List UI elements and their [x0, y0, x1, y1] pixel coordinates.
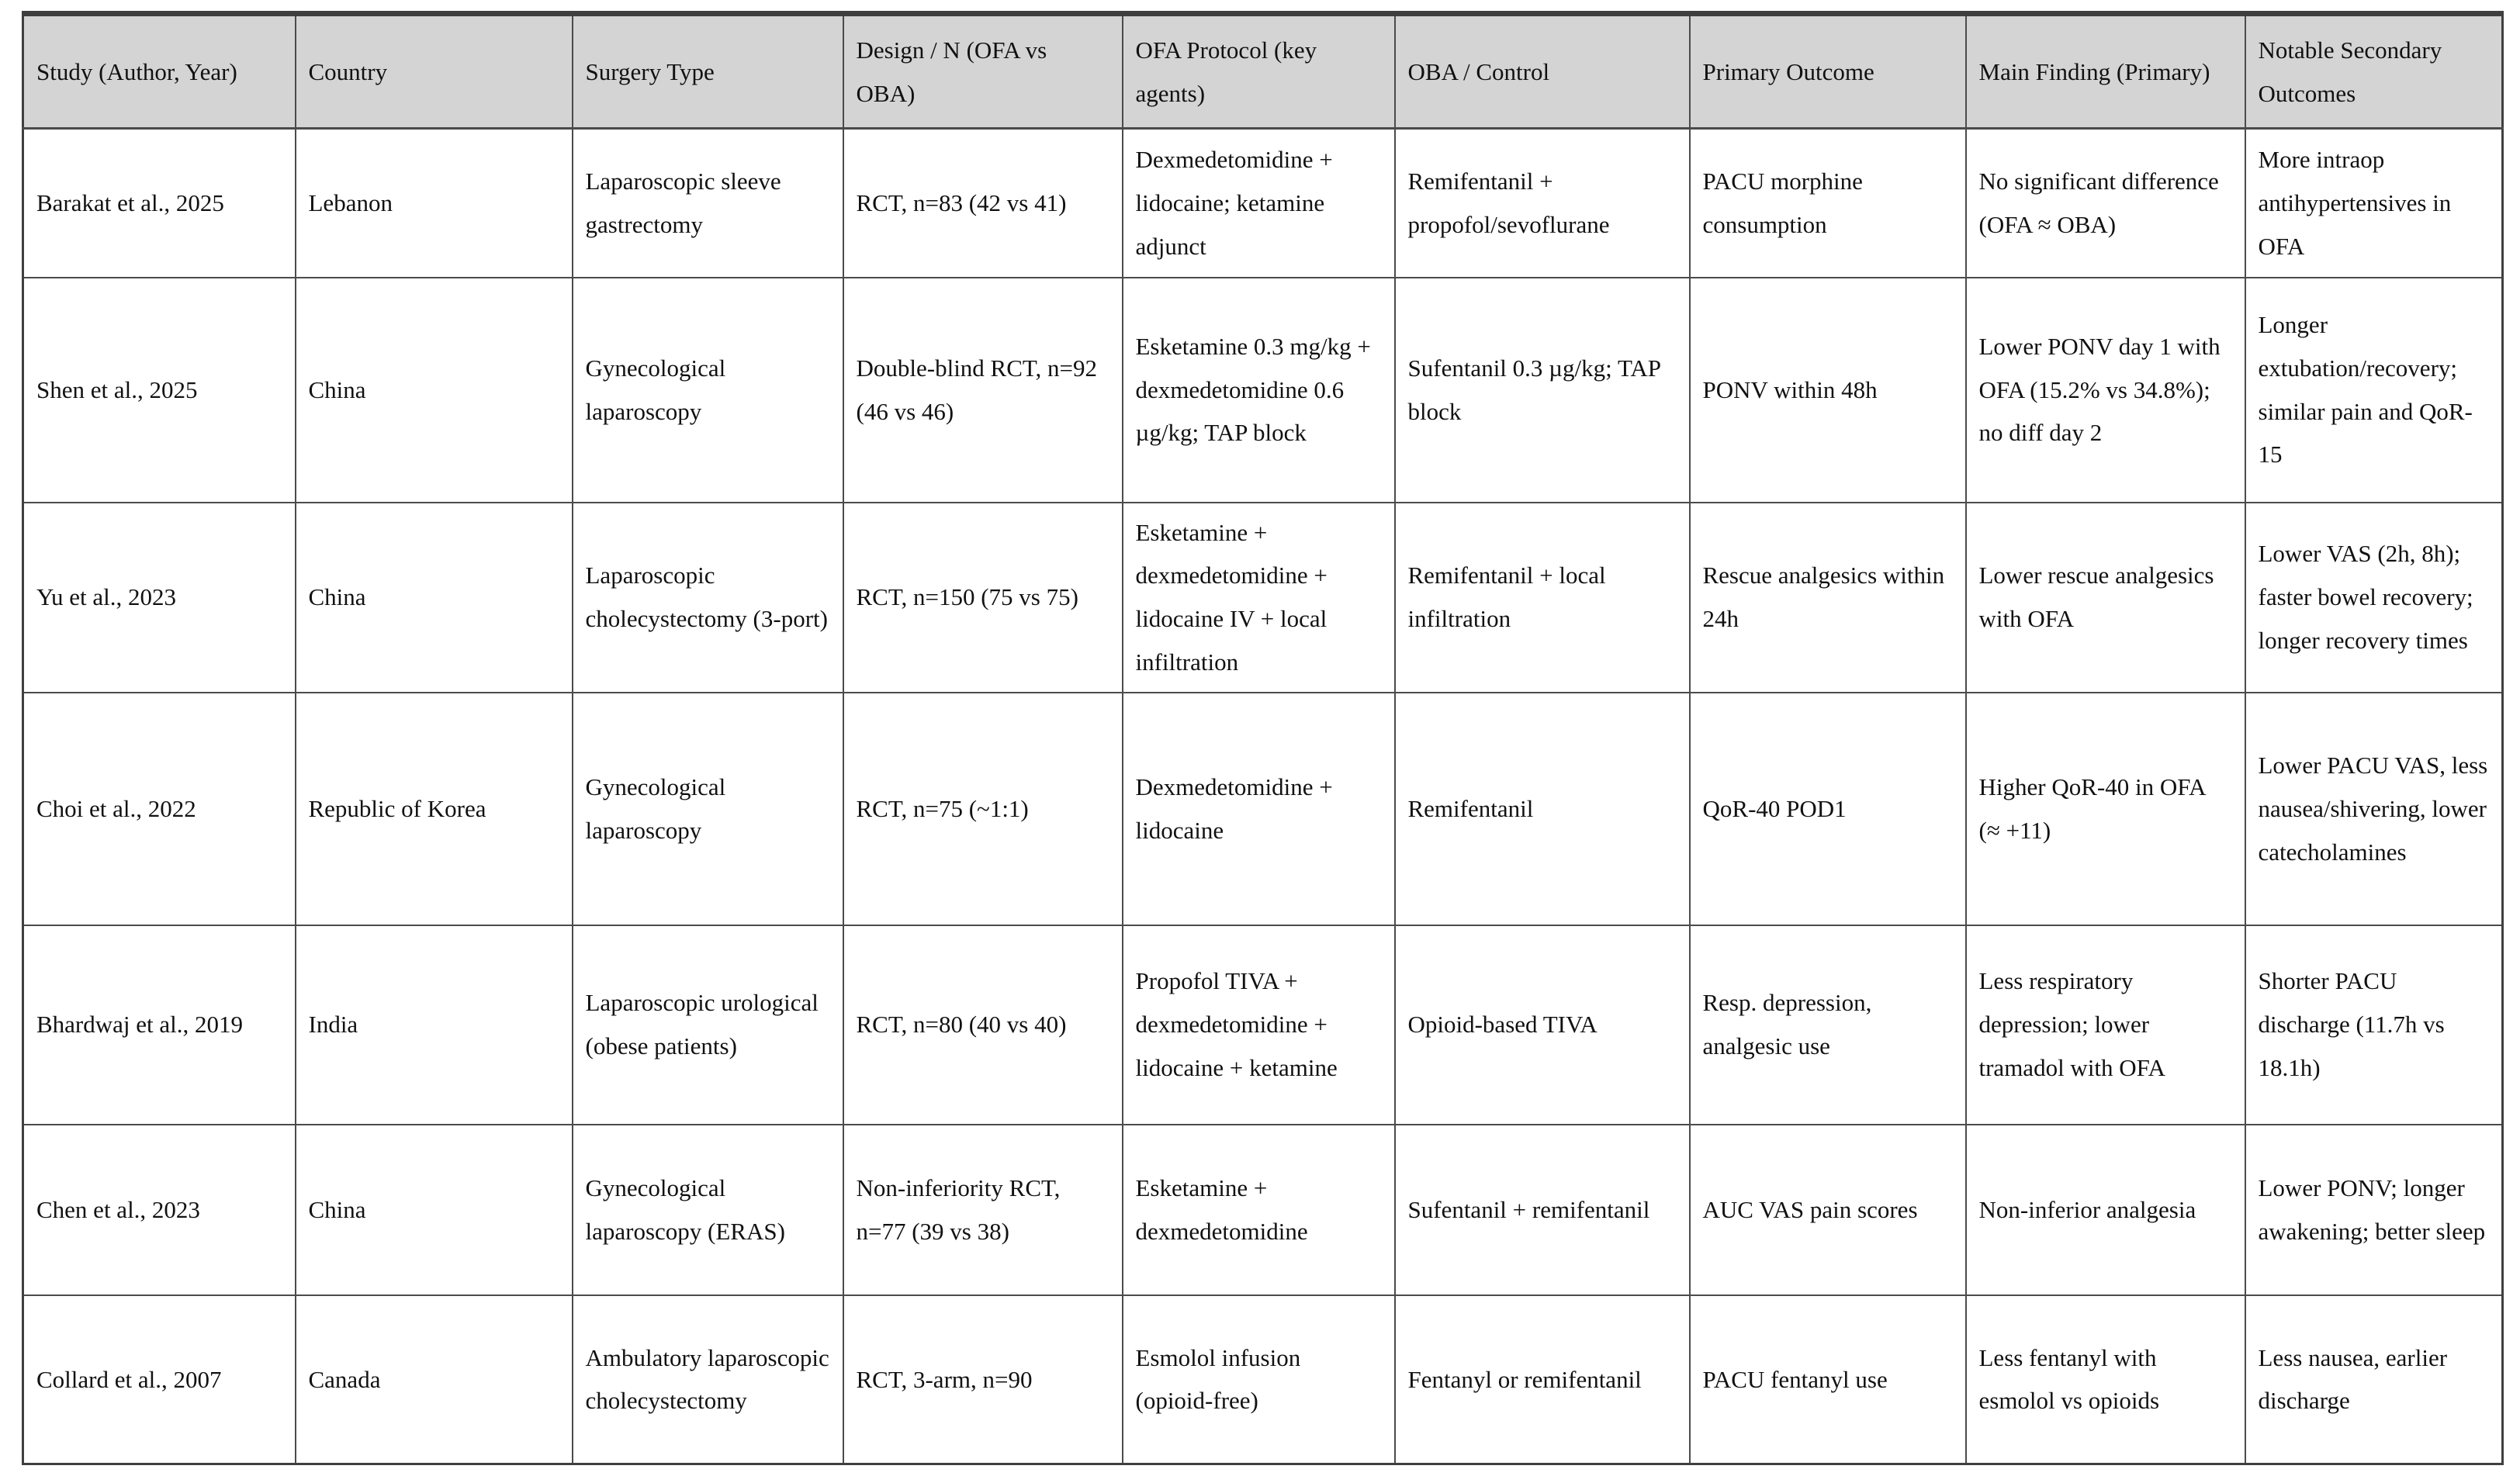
table-cell: PACU fentanyl use	[1690, 1295, 1966, 1464]
table-cell: Lower rescue analgesics with OFA	[1966, 503, 2245, 693]
table-cell: Bhardwaj et al., 2019	[23, 925, 296, 1125]
table-cell: AUC VAS pain scores	[1690, 1125, 1966, 1295]
table-cell: Less fentanyl with esmolol vs opioids	[1966, 1295, 2245, 1464]
table-cell: Longer extubation/recovery; similar pain and QoR-15	[2245, 278, 2503, 503]
table-cell: RCT, n=75 (~1:1)	[843, 693, 1123, 925]
table-cell: China	[296, 503, 573, 693]
table-cell: PONV within 48h	[1690, 278, 1966, 503]
table-cell: Laparoscopic sleeve gastrectomy	[573, 129, 843, 278]
table-cell: Lebanon	[296, 129, 573, 278]
table-cell: Yu et al., 2023	[23, 503, 296, 693]
table-cell: Collard et al., 2007	[23, 1295, 296, 1464]
table-cell: Remifentanil + local infiltration	[1395, 503, 1690, 693]
column-header: Primary Outcome	[1690, 14, 1966, 129]
table-cell: Resp. depression, analgesic use	[1690, 925, 1966, 1125]
table-cell: Lower PONV; longer awakening; better sleep	[2245, 1125, 2503, 1295]
table-cell: China	[296, 1125, 573, 1295]
table-cell: RCT, n=150 (75 vs 75)	[843, 503, 1123, 693]
table-cell: Gynecological laparoscopy	[573, 693, 843, 925]
table-row	[23, 503, 2503, 693]
table-cell: Higher QoR-40 in OFA (≈ +11)	[1966, 693, 2245, 925]
table-cell: Lower PONV day 1 with OFA (15.2% vs 34.8%); no diff day 2	[1966, 278, 2245, 503]
table-cell: RCT, n=83 (42 vs 41)	[843, 129, 1123, 278]
table-row	[23, 278, 2503, 503]
table-cell: Lower VAS (2h, 8h); faster bowel recovery; longer recovery times	[2245, 503, 2503, 693]
table-cell: Chen et al., 2023	[23, 1125, 296, 1295]
column-header: Notable Secondary Outcomes	[2245, 14, 2503, 129]
table-cell: China	[296, 278, 573, 503]
table-cell: RCT, n=80 (40 vs 40)	[843, 925, 1123, 1125]
table-cell: Less nausea, earlier discharge	[2245, 1295, 2503, 1464]
table-header	[23, 14, 2503, 129]
table-cell: Sufentanil + remifentanil	[1395, 1125, 1690, 1295]
table-cell: Ambulatory laparoscopic cholecystectomy	[573, 1295, 843, 1464]
table-cell: Esketamine 0.3 mg/kg + dexmedetomidine 0.6 µg/kg; TAP block	[1123, 278, 1395, 503]
table-cell: Gynecological laparoscopy (ERAS)	[573, 1125, 843, 1295]
column-header: Study (Author, Year)	[23, 14, 296, 129]
table-cell: Esmolol infusion (opioid-free)	[1123, 1295, 1395, 1464]
study-comparison-table	[22, 11, 2504, 1465]
table-cell: Fentanyl or remifentanil	[1395, 1295, 1690, 1464]
column-header: Main Finding (Primary)	[1966, 14, 2245, 129]
column-header: OBA / Control	[1395, 14, 1690, 129]
table-cell: Canada	[296, 1295, 573, 1464]
table-row	[23, 1125, 2503, 1295]
table-cell: Non-inferiority RCT, n=77 (39 vs 38)	[843, 1125, 1123, 1295]
table-cell: India	[296, 925, 573, 1125]
table-cell: Republic of Korea	[296, 693, 573, 925]
table-row	[23, 693, 2503, 925]
table-cell: Propofol TIVA + dexmedetomidine + lidocaine + ketamine	[1123, 925, 1395, 1125]
table-row	[23, 925, 2503, 1125]
table-cell: Shorter PACU discharge (11.7h vs 18.1h)	[2245, 925, 2503, 1125]
table-cell: Remifentanil	[1395, 693, 1690, 925]
table-cell: Esketamine + dexmedetomidine	[1123, 1125, 1395, 1295]
column-header: OFA Protocol (key agents)	[1123, 14, 1395, 129]
table-cell: Double-blind RCT, n=92 (46 vs 46)	[843, 278, 1123, 503]
table-cell: PACU morphine consumption	[1690, 129, 1966, 278]
table-cell: Shen et al., 2025	[23, 278, 296, 503]
table-cell: Rescue analgesics within 24h	[1690, 503, 1966, 693]
table-cell: Remifentanil + propofol/sevoflurane	[1395, 129, 1690, 278]
table-cell: Dexmedetomidine + lidocaine; ketamine adjunct	[1123, 129, 1395, 278]
table-cell: Laparoscopic cholecystectomy (3-port)	[573, 503, 843, 693]
table-cell: Choi et al., 2022	[23, 693, 296, 925]
table-cell: Sufentanil 0.3 µg/kg; TAP block	[1395, 278, 1690, 503]
table-cell: More intraop antihypertensives in OFA	[2245, 129, 2503, 278]
table-cell: Laparoscopic urological (obese patients)	[573, 925, 843, 1125]
table-cell: Esketamine + dexmedetomidine + lidocaine IV + local infiltration	[1123, 503, 1395, 693]
table-row	[23, 1295, 2503, 1464]
table-cell: Opioid-based TIVA	[1395, 925, 1690, 1125]
column-header: Country	[296, 14, 573, 129]
table-body	[23, 129, 2503, 1464]
table-row	[23, 129, 2503, 278]
table-cell: Lower PACU VAS, less nausea/shivering, lower catecholamines	[2245, 693, 2503, 925]
table-cell: QoR-40 POD1	[1690, 693, 1966, 925]
table-cell: Dexmedetomidine + lidocaine	[1123, 693, 1395, 925]
table-cell: Less respiratory depression; lower tramadol with OFA	[1966, 925, 2245, 1125]
table-cell: Barakat et al., 2025	[23, 129, 296, 278]
table-cell: No significant difference (OFA ≈ OBA)	[1966, 129, 2245, 278]
table-cell: Non-inferior analgesia	[1966, 1125, 2245, 1295]
header-row	[23, 14, 2503, 129]
table-cell: Gynecological laparoscopy	[573, 278, 843, 503]
column-header: Design / N (OFA vs OBA)	[843, 14, 1123, 129]
column-header: Surgery Type	[573, 14, 843, 129]
table-cell: RCT, 3-arm, n=90	[843, 1295, 1123, 1464]
